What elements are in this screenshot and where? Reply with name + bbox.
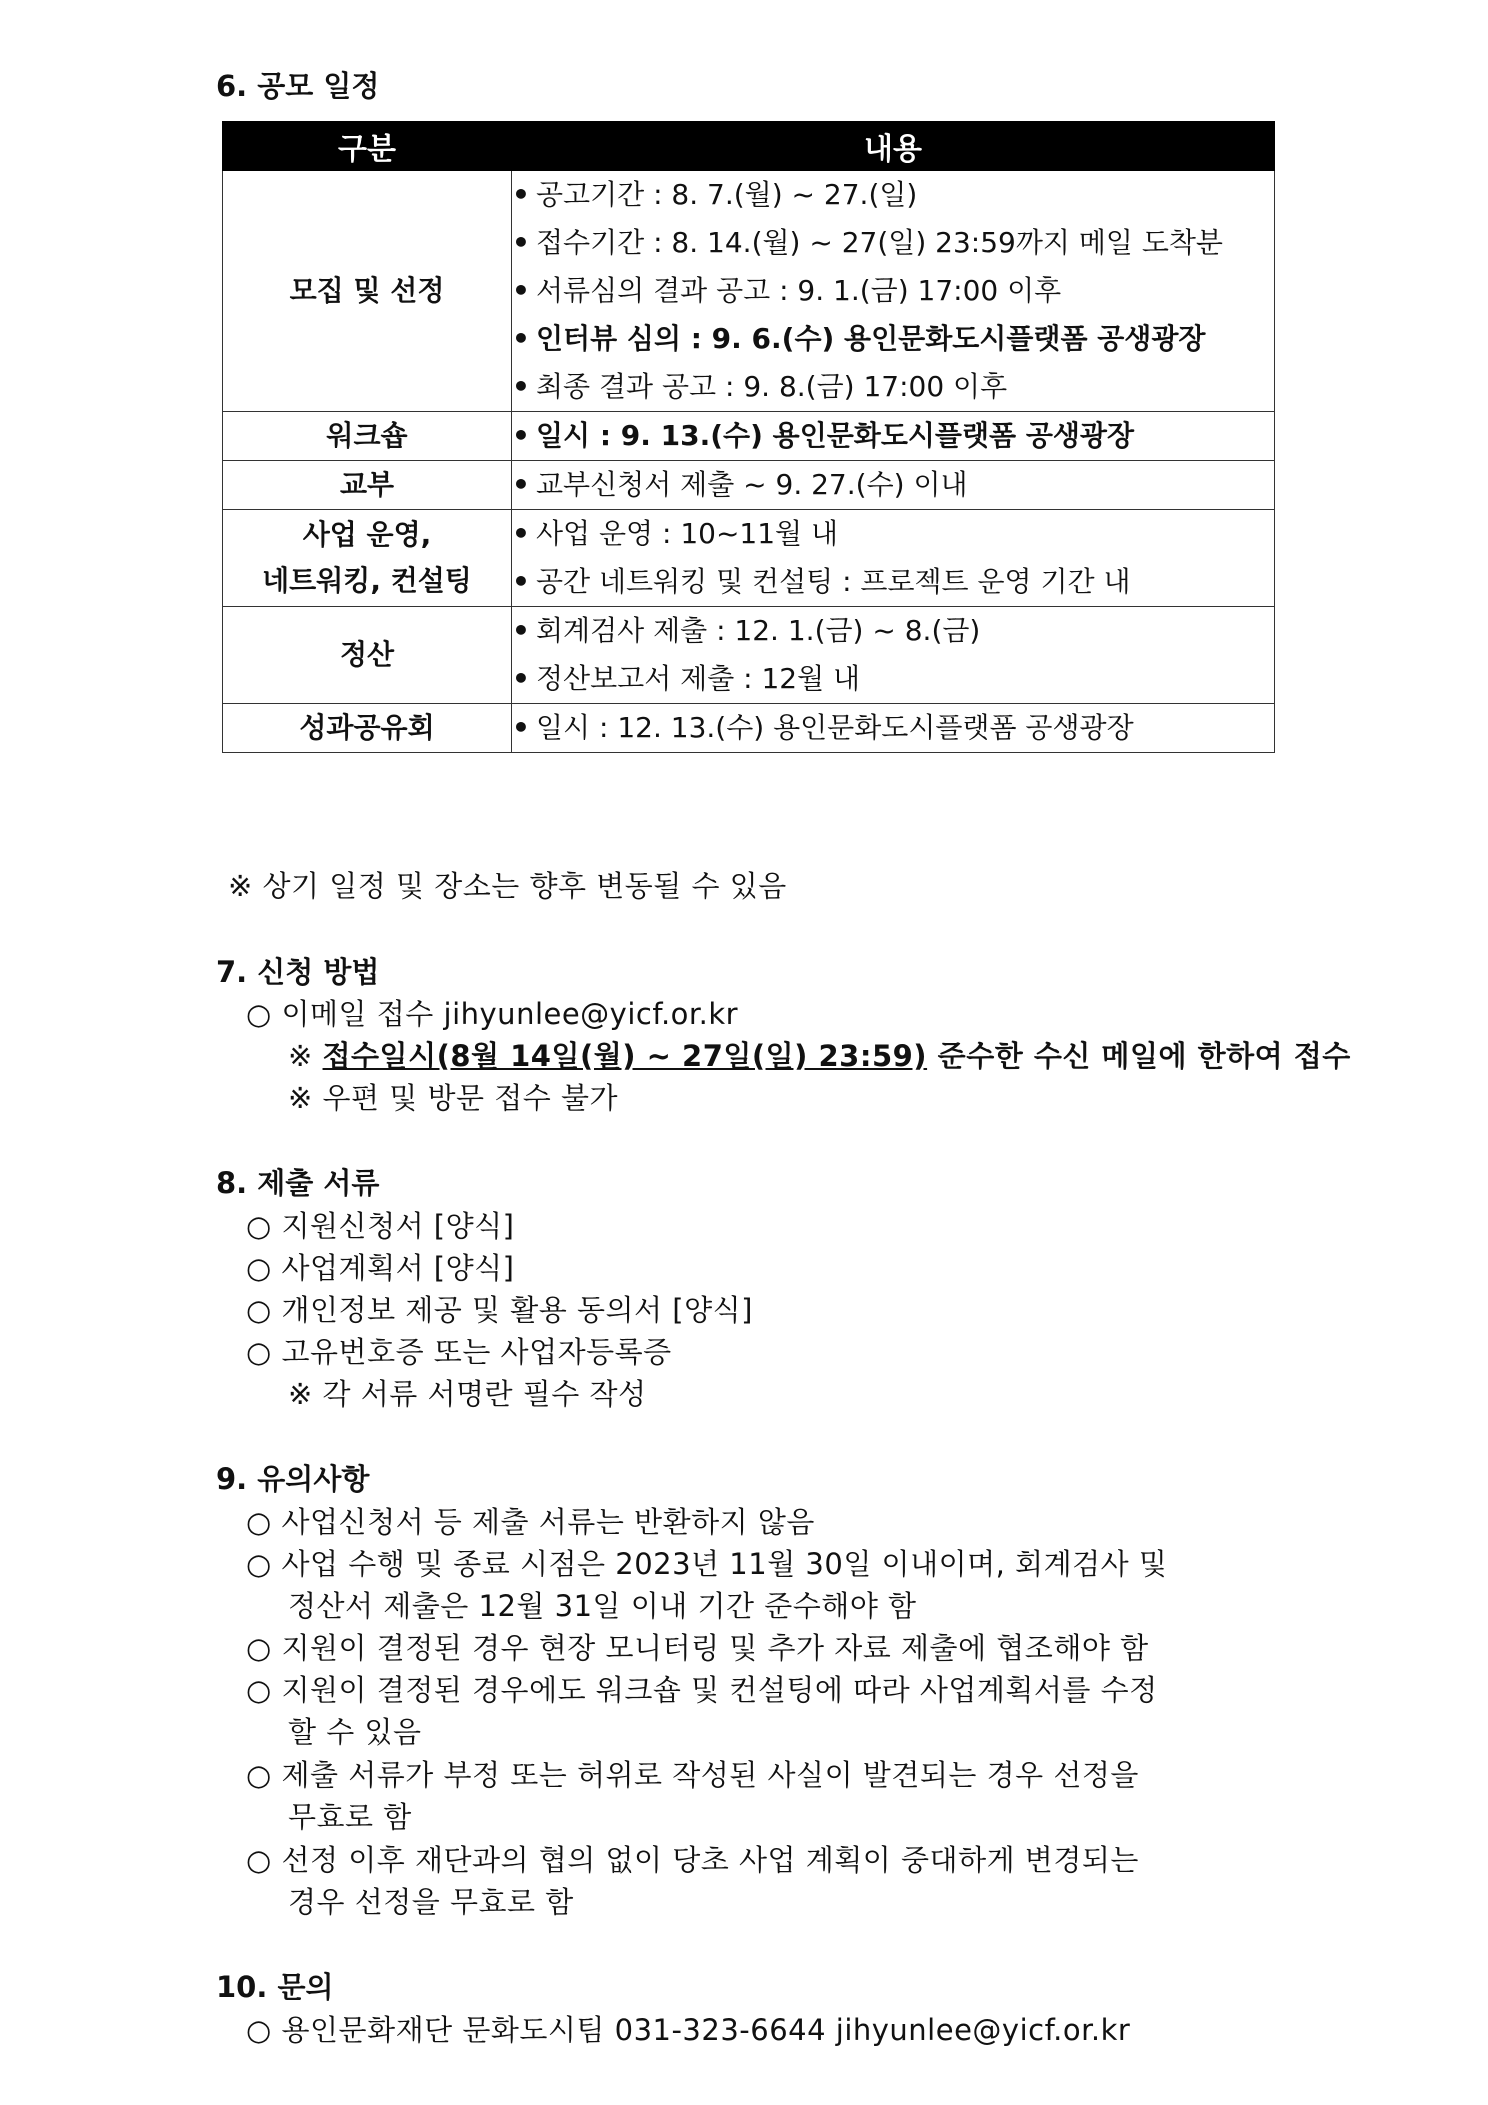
schedule-category (223, 461, 512, 510)
category-label: 모집 및 선정 (289, 274, 445, 307)
category-label: 워크숍 (326, 419, 408, 452)
schedule-row (223, 607, 1275, 704)
section-8-heading: 8. 제출 서류 (216, 1166, 380, 1200)
schedule-content (512, 461, 1275, 510)
schedule-table-body (223, 171, 1275, 753)
no-mail-note: ※ 우편 및 방문 접수 불가 (288, 1081, 619, 1115)
caution-line: ○ 사업 수행 및 종료 시점은 2023년 11월 30일 이내이며, 회계검사 및 (246, 1547, 1168, 1581)
section-6-heading: 6. 공모 일정 (216, 69, 380, 103)
schedule-item: • 인터뷰 심의 : 9. 6.(수) 용인문화도시플랫폼 공생광장 (512, 315, 1274, 363)
header-category: 구분 (223, 122, 512, 171)
category-label: 교부 (339, 468, 395, 501)
section-10-heading: 10. 문의 (216, 1970, 334, 2004)
schedule-content (512, 704, 1275, 753)
category-label: 정산 (339, 638, 395, 671)
caution-line: ○ 지원이 결정된 경우 현장 모니터링 및 추가 자료 제출에 협조해야 함 (246, 1631, 1149, 1665)
schedule-item: • 접수기간 : 8. 14.(월) ~ 27(일) 23:59까지 메일 도착분 (512, 219, 1274, 267)
schedule-row (223, 171, 1275, 412)
category-label: 사업 운영, (302, 518, 432, 551)
schedule-category (223, 171, 512, 412)
schedule-category (223, 607, 512, 704)
submission-period: 접수일시(8월 14일(월) ~ 27일(일) 23:59) (322, 1039, 928, 1073)
document-item: ○ 개인정보 제공 및 활용 동의서 [양식] (246, 1293, 753, 1327)
submission-period-note (288, 1036, 1351, 1076)
section-9-heading: 9. 유의사항 (216, 1462, 370, 1496)
schedule-content (512, 171, 1275, 412)
category-label: 네트워킹, 컨설팅 (262, 564, 472, 597)
schedule-item: • 회계검사 제출 : 12. 1.(금) ~ 8.(금) (512, 607, 1274, 655)
caution-line: ○ 사업신청서 등 제출 서류는 반환하지 않음 (246, 1505, 815, 1539)
document-item: ○ 지원신청서 [양식] (246, 1209, 515, 1243)
submission-condition: 준수한 수신 메일에 한하여 접수 (927, 1039, 1351, 1073)
schedule-item: • 교부신청서 제출 ~ 9. 27.(수) 이내 (512, 461, 1274, 509)
schedule-row (223, 412, 1275, 461)
signature-note: ※ 각 서류 서명란 필수 작성 (288, 1377, 647, 1411)
category-label: 성과공유회 (299, 711, 435, 744)
caution-line: ○ 지원이 결정된 경우에도 워크숍 및 컨설팅에 따라 사업계획서를 수정 (246, 1673, 1158, 1707)
caution-line: ○ 제출 서류가 부정 또는 허위로 작성된 사실이 발견되는 경우 선정을 (246, 1758, 1139, 1792)
schedule-note: ※ 상기 일정 및 장소는 향후 변동될 수 있음 (228, 869, 787, 903)
schedule-row (223, 510, 1275, 607)
schedule-content (512, 607, 1275, 704)
schedule-item: • 일시 : 12. 13.(수) 용인문화도시플랫폼 공생광장 (512, 704, 1274, 752)
schedule-item: • 최종 결과 공고 : 9. 8.(금) 17:00 이후 (512, 363, 1274, 411)
schedule-item: • 사업 운영 : 10~11월 내 (512, 510, 1274, 558)
note-mark: ※ (288, 1039, 323, 1073)
caution-line: ○ 선정 이후 재단과의 협의 없이 당초 사업 계획이 중대하게 변경되는 (246, 1843, 1139, 1877)
header-content: 내용 (512, 122, 1275, 171)
contact-info: ○ 용인문화재단 문화도시팀 031-323-6644 jihyunlee@yicf.or.kr (246, 2013, 1131, 2047)
caution-line: 경우 선정을 무효로 함 (288, 1885, 574, 1919)
caution-line: 할 수 있음 (288, 1715, 422, 1749)
schedule-item: • 서류심의 결과 공고 : 9. 1.(금) 17:00 이후 (512, 267, 1274, 315)
email-submission: ○ 이메일 접수 jihyunlee@yicf.or.kr (246, 997, 739, 1031)
document-item: ○ 사업계획서 [양식] (246, 1251, 515, 1285)
schedule-row (223, 704, 1275, 753)
schedule-item: • 일시 : 9. 13.(수) 용인문화도시플랫폼 공생광장 (512, 412, 1274, 460)
schedule-content (512, 412, 1275, 461)
schedule-category (223, 412, 512, 461)
schedule-category (223, 704, 512, 753)
schedule-item: • 정산보고서 제출 : 12월 내 (512, 655, 1274, 703)
schedule-content (512, 510, 1275, 607)
schedule-table (222, 121, 1275, 753)
schedule-row (223, 461, 1275, 510)
table-header-row (223, 122, 1275, 171)
document-item: ○ 고유번호증 또는 사업자등록증 (246, 1335, 672, 1369)
schedule-item: • 공고기간 : 8. 7.(월) ~ 27.(일) (512, 171, 1274, 219)
caution-line: 정산서 제출은 12월 31일 이내 기간 준수해야 함 (288, 1589, 917, 1623)
section-7-heading: 7. 신청 방법 (216, 955, 380, 989)
schedule-category (223, 510, 512, 607)
caution-line: 무효로 함 (288, 1800, 412, 1834)
schedule-item: • 공간 네트워킹 및 컨설팅 : 프로젝트 운영 기간 내 (512, 558, 1274, 606)
